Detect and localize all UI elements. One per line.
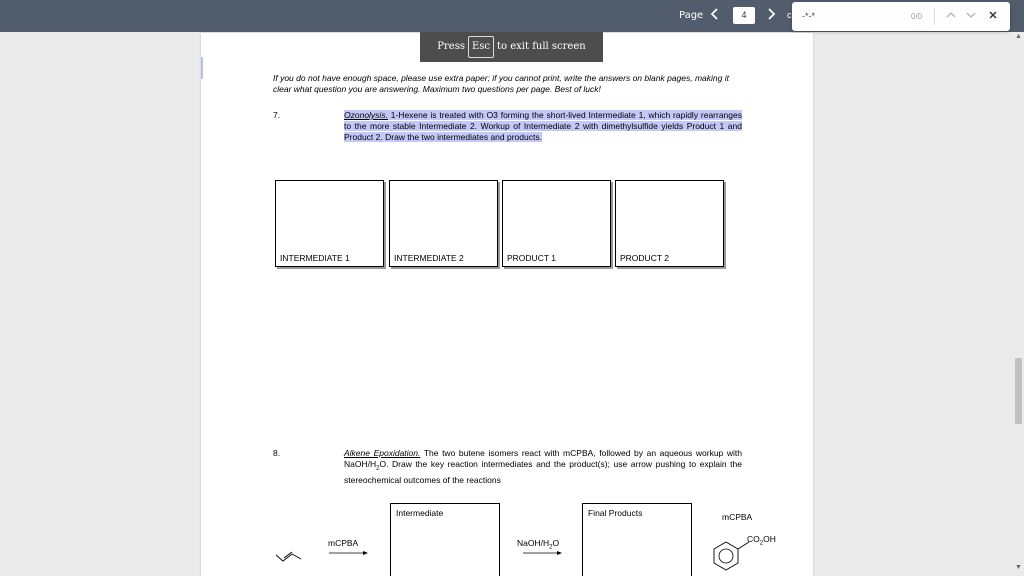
box-label: Intermediate xyxy=(396,508,444,518)
mcpba-structure xyxy=(711,536,751,576)
truncated-label: c xyxy=(787,10,792,20)
esc-key-badge: Esc xyxy=(468,36,494,58)
question-8-text xyxy=(344,448,742,486)
scrollbar-thumb[interactable] xyxy=(1015,358,1022,424)
reaction-arrow-2 xyxy=(523,549,563,557)
box-label: PRODUCT 1 xyxy=(507,253,556,263)
fullscreen-toast xyxy=(420,32,603,62)
page-number-input[interactable]: 4 xyxy=(733,7,755,24)
question-8-number: 8. xyxy=(273,448,281,458)
question-7-body: 1-Hexene is treated with O3 forming the short-lived Intermediate 1, which rapidly rearranges to the more stable Intermediate 2. Workup of Intermediate 2 with dimethylsulfide yields Product 1 and Product 2. Draw the two intermediates and products. xyxy=(344,110,742,142)
toast-suffix: to exit full screen xyxy=(497,41,586,52)
reagent-mcpba: mCPBA xyxy=(328,538,359,548)
question-7-number: 7. xyxy=(273,110,281,120)
butene-structure xyxy=(274,545,304,565)
intermediate-answer-box xyxy=(390,503,500,576)
find-input[interactable] xyxy=(802,10,902,22)
chevron-left-icon[interactable] xyxy=(708,7,722,25)
intermediate-2-box xyxy=(389,180,498,267)
group-subscript: 2 xyxy=(759,540,764,547)
reagent-subscript: 2 xyxy=(549,544,553,551)
reagent-part-a: NaOH/H xyxy=(517,538,550,548)
product-2-box xyxy=(615,180,724,267)
carboxyl-group-label xyxy=(747,534,776,547)
chevron-up-icon[interactable] xyxy=(943,8,959,25)
question-7-text xyxy=(344,110,742,143)
mcpba-structure-title: mCPBA xyxy=(722,512,753,522)
question-7-topic: Ozonolysis. xyxy=(344,110,388,120)
question-8-subscript: 2 xyxy=(376,465,380,472)
question-8-body-a: The two butene isomers react with mCPBA, followed by an aqueous workup with NaOH/H xyxy=(344,448,742,469)
group-part-a: CO xyxy=(747,534,760,544)
close-icon[interactable] xyxy=(985,8,1001,25)
chevron-down-icon[interactable] xyxy=(963,8,979,25)
box-label: Final Products xyxy=(588,508,643,518)
find-match-count: 0/0 xyxy=(911,12,923,21)
page-label: Page xyxy=(679,10,704,21)
box-label: INTERMEDIATE 1 xyxy=(280,253,350,263)
page-edge-marker xyxy=(201,57,203,79)
final-products-box xyxy=(582,503,692,576)
scroll-down-icon[interactable]: ▼ xyxy=(1015,564,1022,571)
product-1-box xyxy=(502,180,611,267)
reagent-part-b: O xyxy=(552,538,560,548)
reaction-arrow-1 xyxy=(329,549,369,557)
intermediate-1-box xyxy=(275,180,384,267)
find-bar xyxy=(792,2,1010,31)
box-label: PRODUCT 2 xyxy=(620,253,669,263)
chevron-right-icon[interactable] xyxy=(764,7,778,25)
box-label: INTERMEDIATE 2 xyxy=(394,253,464,263)
scroll-up-icon[interactable]: ▲ xyxy=(1015,33,1022,40)
group-part-b: OH xyxy=(763,534,776,544)
question-8-topic: Alkene Epoxidation. xyxy=(344,448,421,458)
toast-prefix: Press xyxy=(437,41,465,52)
find-divider xyxy=(934,8,935,25)
question-8-body-b: O. Draw the key reaction intermediates and the product(s); use arrow pushing to explain the stereochemical outcomes of the reactions xyxy=(344,459,742,485)
instructions-text: If you do not have enough space, please use extra paper; if you cannot print, write the answers on blank pages, making it clear what question you are answering. Maximum two questions per page. Best of luck! xyxy=(273,73,729,94)
